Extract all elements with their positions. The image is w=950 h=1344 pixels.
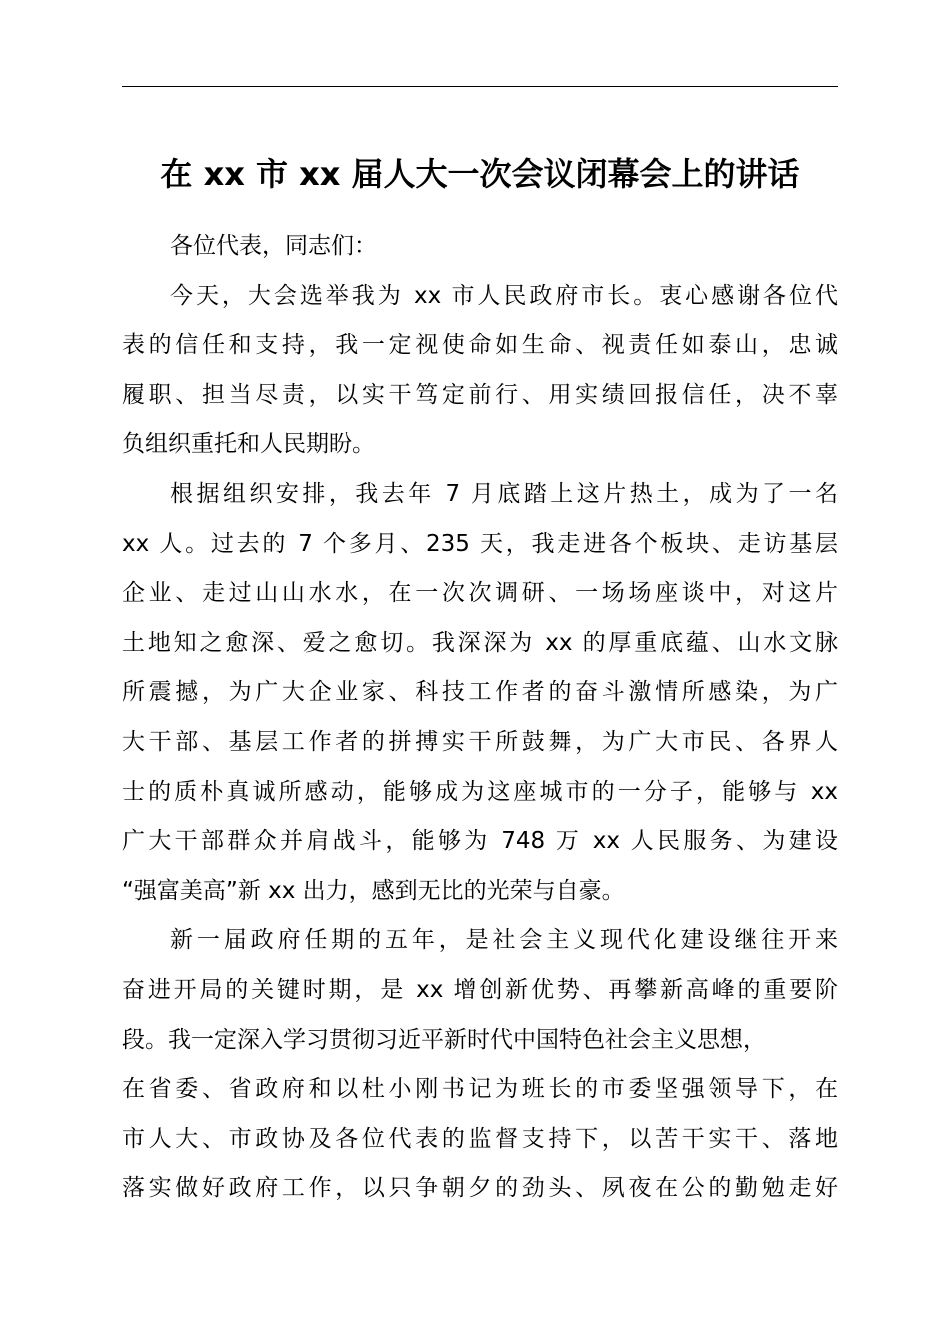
paragraph-line: 奋进开局的关键时期，是 xx 增创新优势、再攀新高峰的重要阶	[122, 976, 838, 1003]
paragraph-line: “强富美高”新 xx 出力，感到无比的光荣与自豪。	[122, 877, 625, 904]
paragraph-line: 土地知之愈深、爱之愈切。我深深为 xx 的厚重底蕴、山水文脉	[122, 629, 838, 656]
paragraph-line: 市人大、市政协及各位代表的监督支持下，以苦干实干、落地	[122, 1125, 838, 1152]
paragraph-line: 段。我一定深入学习贯彻习近平新时代中国特色社会主义思想，	[122, 1026, 766, 1053]
paragraph-line: 今天，大会选举我为 xx 市人民政府市长。衷心感谢各位代	[170, 282, 838, 309]
paragraph-line: 广大干部群众并肩战斗，能够为 748 万 xx 人民服务、为建设	[122, 828, 838, 855]
paragraph-line: 新一届政府任期的五年，是社会主义现代化建设继往开来	[170, 927, 838, 954]
page-title: 在 xx 市 xx 届人大一次会议闭幕会上的讲话	[160, 155, 800, 193]
paragraph-line: 负组织重托和人民期盼。	[122, 431, 375, 458]
paragraph-line: 履职、担当尽责，以实干笃定前行、用实绩回报信任，决不辜	[122, 381, 838, 408]
paragraph-line: 根据组织安排，我去年 7 月底踏上这片热土，成为了一名	[170, 480, 838, 507]
paragraph-line: xx 人。过去的 7 个多月、235 天，我走进各个板块、走访基层	[122, 530, 838, 557]
paragraph-line: 企业、走过山山水水，在一次次调研、一场场座谈中，对这片	[122, 580, 838, 607]
header-rule	[122, 86, 838, 87]
paragraph-line: 表的信任和支持，我一定视使命如生命、视责任如泰山，忠诚	[122, 332, 838, 359]
paragraph-line: 所震撼，为广大企业家、科技工作者的奋斗激情所感染，为广	[122, 679, 838, 706]
speech-body	[122, 222, 838, 1214]
paragraph-line: 大干部、基层工作者的拼搏实干所鼓舞，为广大市民、各界人	[122, 728, 838, 755]
salutation-line: 各位代表，同志们：	[170, 233, 377, 259]
paragraph-line: 落实做好政府工作，以只争朝夕的劲头、夙夜在公的勤勉走好	[122, 1175, 838, 1202]
paragraph-line: 在省委、省政府和以杜小刚书记为班长的市委坚强领导下，在	[122, 1076, 838, 1103]
paragraph-line: 士的质朴真诚所感动，能够成为这座城市的一分子，能够与 xx	[122, 778, 838, 805]
